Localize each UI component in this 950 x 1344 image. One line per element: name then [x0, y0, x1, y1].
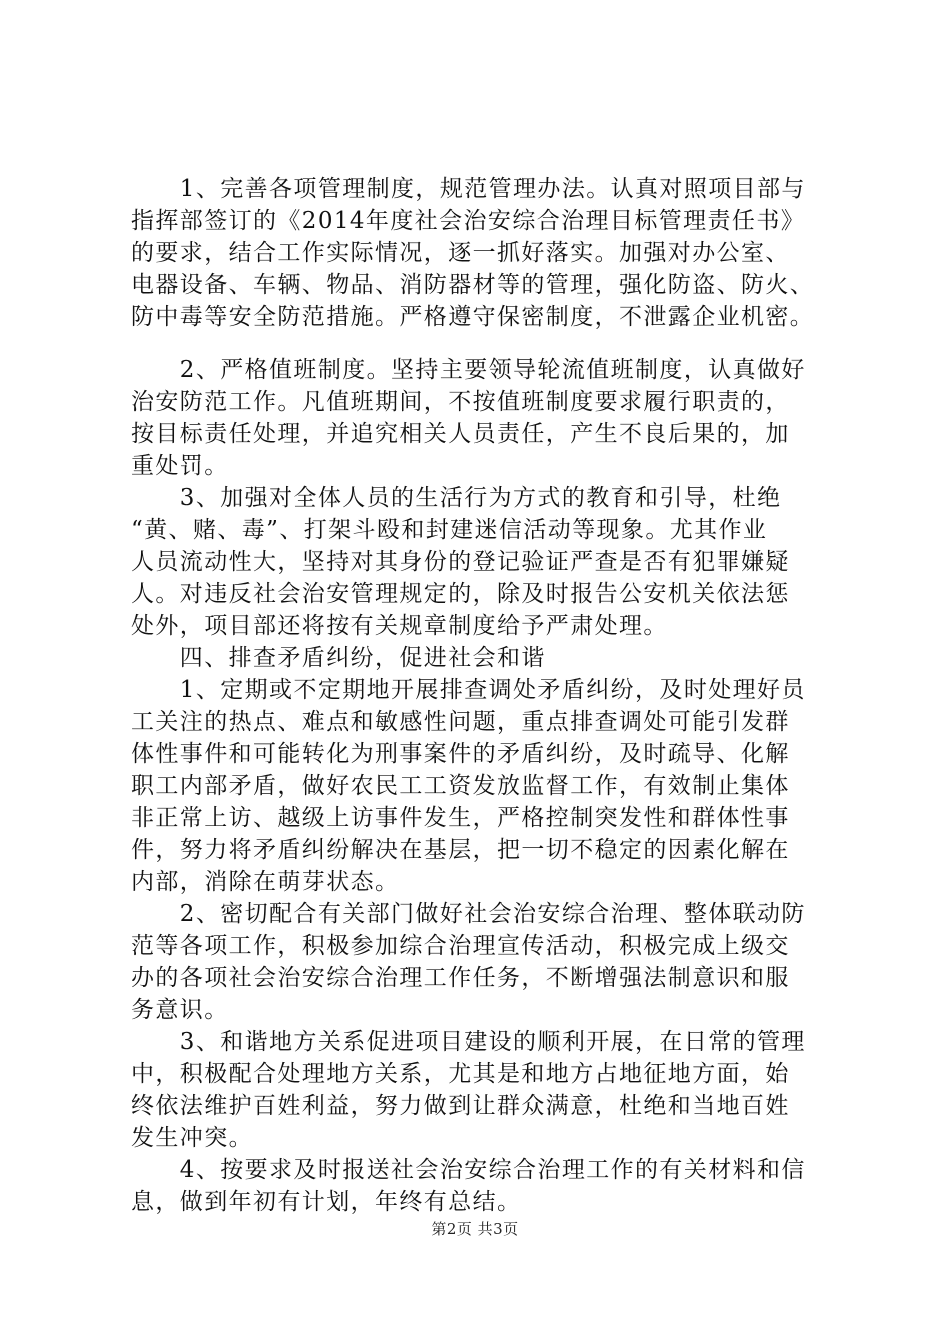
- text-line: 非正常上访、越级上访事件发生，严格控制突发性和群体性事: [131, 805, 790, 831]
- text-line: 3、和谐地方关系促进项目建设的顺利开展，在日常的管理: [131, 1029, 806, 1055]
- text-line: 防中毒等安全防范措施。严格遵守保密制度，不泄露企业机密。: [131, 304, 815, 330]
- text-line: 办的各项社会治安综合治理工作任务，不断增强法制意识和服: [131, 965, 790, 991]
- text-line: 3、加强对全体人员的生活行为方式的教育和引导，杜绝: [131, 485, 782, 511]
- text-line: 1、定期或不定期地开展排查调处矛盾纠纷，及时处理好员: [131, 677, 806, 703]
- paragraph-3: [131, 482, 851, 1218]
- text-line: 电器设备、车辆、物品、消防器材等的管理，强化防盗、防火、: [131, 272, 815, 298]
- text-line: 重处罚。: [131, 453, 229, 479]
- text-line: 息，做到年初有计划，年终有总结。: [131, 1189, 522, 1215]
- text-line: 人。对违反社会治安管理规定的，除及时报告公安机关依法惩: [131, 581, 790, 607]
- text-line: 内部，消除在萌芽状态。: [131, 869, 400, 895]
- paragraph-2: [131, 354, 851, 482]
- text-line: 处外，项目部还将按有关规章制度给予严肃处理。: [131, 613, 668, 639]
- text-line: 务意识。: [131, 997, 229, 1023]
- text-line: 发生冲突。: [131, 1125, 253, 1151]
- text-line: 终依法维护百姓利益，努力做到让群众满意，杜绝和当地百姓: [131, 1093, 790, 1119]
- text-line: 体性事件和可能转化为刑事案件的矛盾纠纷，及时疏导、化解: [131, 741, 790, 767]
- text-line: 按目标责任处理，并追究相关人员责任，产生不良后果的，加: [131, 421, 790, 447]
- text-line: 件，努力将矛盾纠纷解决在基层，把一切不稳定的因素化解在: [131, 837, 790, 863]
- section-heading: 四、排查矛盾纠纷，促进社会和谐: [131, 645, 546, 671]
- text-line: 2、严格值班制度。坚持主要领导轮流值班制度，认真做好: [131, 357, 806, 383]
- paragraph-1: [131, 173, 851, 333]
- text-line: 工关注的热点、难点和敏感性问题，重点排查调处可能引发群: [131, 709, 790, 735]
- page-footer: 第2页 共3页: [431, 1220, 519, 1238]
- text-line: 指挥部签订的《2014年度社会治安综合治理目标管理责任书》: [131, 208, 806, 234]
- text-line: 中，积极配合处理地方关系，尤其是和地方占地征地方面，始: [131, 1061, 790, 1087]
- text-line: “黄、赌、毒”、打架斗殴和封建迷信活动等现象。尤其作业: [131, 517, 768, 543]
- text-line: 的要求，结合工作实际情况，逐一抓好落实。加强对办公室、: [131, 240, 790, 266]
- text-line: 范等各项工作，积极参加综合治理宣传活动，积极完成上级交: [131, 933, 790, 959]
- text-line: 4、按要求及时报送社会治安综合治理工作的有关材料和信: [131, 1157, 806, 1183]
- text-line: 职工内部矛盾，做好农民工工资发放监督工作，有效制止集体: [131, 773, 790, 799]
- text-line: 治安防范工作。凡值班期间，不按值班制度要求履行职责的，: [131, 389, 790, 415]
- text-line: 人员流动性大，坚持对其身份的登记验证严查是否有犯罪嫌疑: [131, 549, 790, 575]
- text-line: 2、密切配合有关部门做好社会治安综合治理、整体联动防: [131, 901, 806, 927]
- text-line: 1、完善各项管理制度，规范管理办法。认真对照项目部与: [131, 176, 806, 202]
